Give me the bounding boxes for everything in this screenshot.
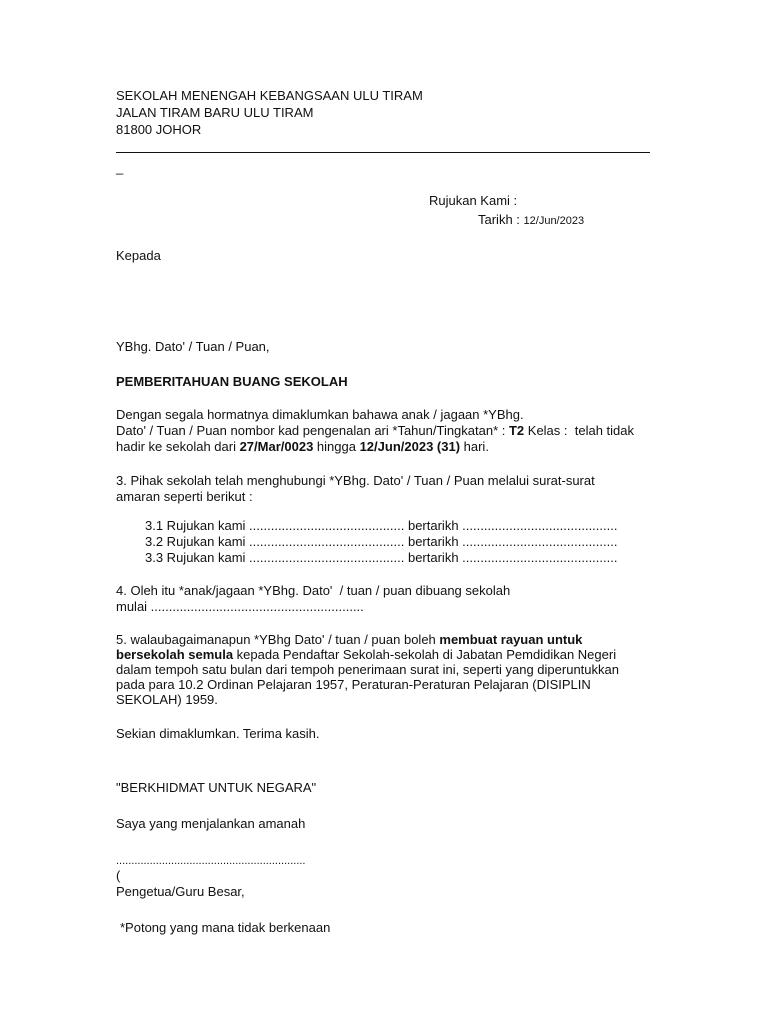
signatory-title: Pengetua/Guru Besar, — [116, 884, 245, 899]
address-line-2: 81800 JOHOR — [116, 122, 202, 137]
warning-item: 3.1 Rujukan kami ........................................... bertarikh ........................................... — [145, 518, 618, 533]
student-level: T2 — [508, 423, 525, 438]
reference-label: Rujukan Kami : — [429, 193, 518, 208]
para5-line2 — [116, 647, 616, 663]
absence-from-date: 27/Mar/0023 — [239, 439, 314, 454]
para4-line1: 4. Oleh itu *anak/jagaan *YBhg. Dato' / tuan / puan dibuang sekolah — [116, 583, 511, 598]
para3-line2: amaran seperti berikut : — [116, 489, 253, 504]
para1-line3 — [116, 439, 489, 455]
warning-item: 3.2 Rujukan kami ........................................... bertarikh ........................................... — [145, 534, 618, 549]
para1-line2-rest: Kelas : telah tidak — [524, 423, 634, 438]
para1-line3-text: hadir ke sekolah dari — [116, 439, 240, 454]
para1-line3-end: hari. — [460, 439, 489, 454]
para5-line5: SEKOLAH) 1959. — [116, 692, 218, 707]
para1-line1: Dengan segala hormatnya dimaklumkan bahawa anak / jagaan *YBhg. — [116, 407, 524, 422]
para5-line2-text: kepada Pendaftar Sekolah-sekolah di Jabatan Pemdidikan Negeri — [233, 647, 617, 662]
para1-line2 — [116, 423, 634, 439]
para3-line1: 3. Pihak sekolah telah menghubungi *YBhg. Dato' / Tuan / Puan melalui surat-surat — [116, 473, 595, 488]
signature-line: .............................................................. — [116, 855, 306, 867]
date-label: Tarikh : — [478, 212, 520, 227]
para5-line3: dalam tempoh satu bulan dari tempoh penerimaan surat ini, seperti yang diperuntukkan — [116, 662, 619, 677]
amanah-text: Saya yang menjalankan amanah — [116, 816, 306, 831]
address-line-1: JALAN TIRAM BARU ULU TIRAM — [116, 105, 314, 120]
salutation: YBhg. Dato' / Tuan / Puan, — [116, 339, 270, 354]
letter-subject: PEMBERITAHUAN BUANG SEKOLAH — [116, 374, 348, 389]
para1-line2-text: Dato' / Tuan / Puan nombor kad pengenalan ari *Tahun/Tingkatan* : — [116, 423, 509, 438]
date-line — [478, 212, 584, 229]
para5-appeal-emphasis-cont: bersekolah semula — [116, 647, 234, 662]
absence-to-date: 12/Jun/2023 (31) — [359, 439, 461, 454]
para5-line4: pada para 10.2 Ordinan Pelajaran 1957, Peraturan-Peraturan Pelajaran (DISIPLIN — [116, 677, 591, 692]
footnote: *Potong yang mana tidak berkenaan — [120, 920, 331, 935]
warning-item: 3.3 Rujukan kami ........................................... bertarikh ........................................... — [145, 550, 618, 565]
motto: "BERKHIDMAT UNTUK NEGARA" — [116, 780, 317, 795]
header-divider — [116, 152, 650, 153]
para5-appeal-emphasis: membuat rayuan untuk — [439, 632, 583, 647]
para4-line2: mulai ........................................................... — [116, 599, 364, 614]
recipient-label: Kepada — [116, 248, 161, 263]
para5-line1-text: 5. walaubagaimanapun *YBhg Dato' / tuan / puan boleh — [116, 632, 440, 647]
signature-name-paren: ( — [116, 868, 121, 883]
para1-line3-mid: hingga — [313, 439, 360, 454]
closing-text: Sekian dimaklumkan. Terima kasih. — [116, 726, 320, 741]
date-value: 12/Jun/2023 — [523, 215, 585, 227]
divider-tail: _ — [116, 160, 124, 175]
school-name: SEKOLAH MENENGAH KEBANGSAAN ULU TIRAM — [116, 88, 423, 103]
para5-line1 — [116, 632, 582, 648]
